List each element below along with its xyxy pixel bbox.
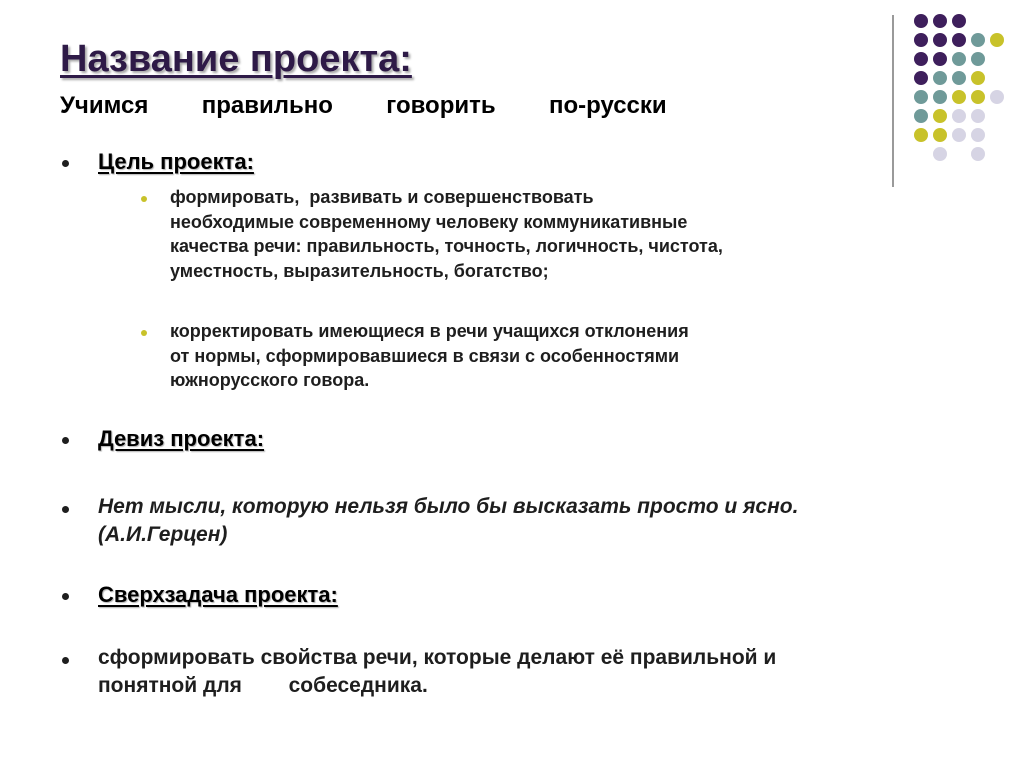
dot: [933, 14, 947, 28]
slide-subtitle: Учимся правильно говорить по-русски: [60, 92, 667, 119]
dot: [914, 128, 928, 142]
dot: [914, 52, 928, 66]
goal-item-1: формировать, развивать и совершенствовать необходимые современному человеку коммуникативные качества речи: правильность, точность, логичность, чистота, уместность, выразительность, богатство;: [170, 187, 723, 281]
dot: [914, 109, 928, 123]
dot: [990, 90, 1004, 104]
dot: [933, 52, 947, 66]
dot: [933, 33, 947, 47]
dot: [971, 33, 985, 47]
sub-bullet-icon: [141, 196, 147, 202]
dot: [914, 33, 928, 47]
dot: [952, 33, 966, 47]
dot: [952, 52, 966, 66]
dot: [914, 71, 928, 85]
goal-heading: Цель проекта:: [98, 149, 254, 174]
dot: [933, 71, 947, 85]
dot: [990, 33, 1004, 47]
dot: [971, 109, 985, 123]
dot: [971, 90, 985, 104]
dot: [933, 90, 947, 104]
dot: [971, 52, 985, 66]
dot: [952, 71, 966, 85]
motto-text: Нет мысли, которую нельзя было бы высказать просто и ясно. (А.И.Герцен): [98, 495, 799, 546]
goal-item-2: корректировать имеющиеся в речи учащихся отклонения от нормы, сформировавшиеся в связи с особенностями южнорусского говора.: [170, 321, 689, 390]
dot: [914, 90, 928, 104]
dot: [971, 71, 985, 85]
dot: [952, 128, 966, 142]
dot: [933, 128, 947, 142]
bullet-icon: [62, 657, 69, 664]
sub-bullet-icon: [141, 330, 147, 336]
dot: [933, 109, 947, 123]
bullet-icon: [62, 506, 69, 513]
bullet-icon: [62, 593, 69, 600]
dot: [971, 147, 985, 161]
dot: [933, 147, 947, 161]
dot: [952, 90, 966, 104]
bullet-icon: [62, 437, 69, 444]
dot: [971, 128, 985, 142]
slide-title: Название проекта:: [60, 38, 412, 80]
supertask-heading: Сверхзадача проекта:: [98, 582, 338, 607]
dot: [952, 14, 966, 28]
bullet-icon: [62, 160, 69, 167]
decorative-divider: [892, 15, 894, 187]
dot: [952, 109, 966, 123]
supertask-text: сформировать свойства речи, которые делают её правильной и понятной для собеседника.: [98, 646, 777, 697]
dot: [914, 14, 928, 28]
motto-heading: Девиз проекта:: [98, 426, 265, 451]
